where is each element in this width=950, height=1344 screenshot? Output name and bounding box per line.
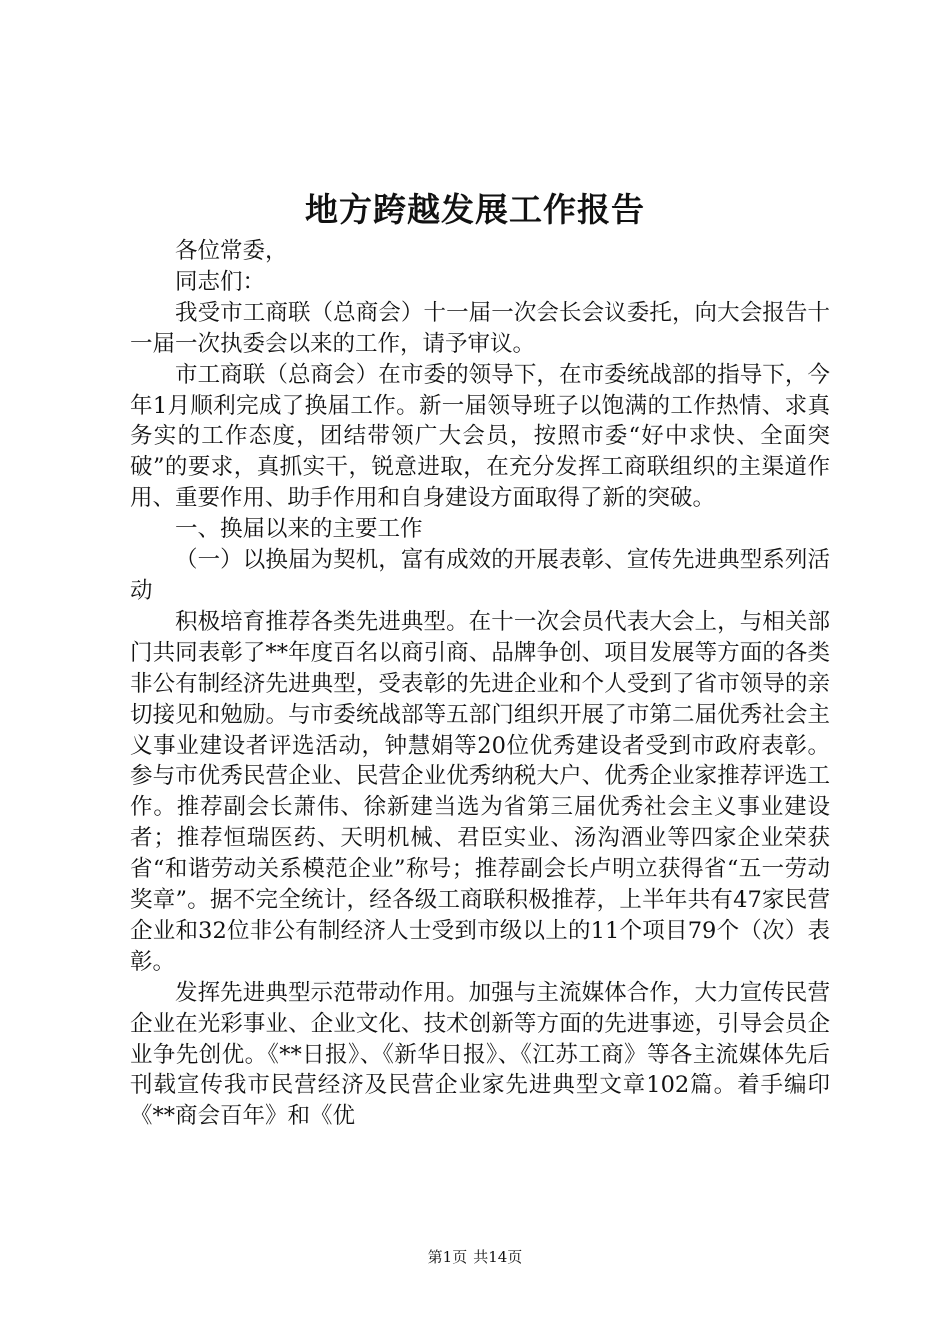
salutation-paragraph: 同志们： [175, 268, 266, 295]
document-body [130, 236, 830, 1132]
body-paragraph: 积极培育推荐各类先进典型。在十一次会员代表大会上，与相关部门共同表彰了**年度百名以商引商、品牌争创、项目发展等方面的各类非公有制经济先进典型，受表彰的先进企业和个人受到了省市领导的亲切接见和勉励。与市委统战部等五部门组织开展了市第二届优秀社会主义事业建设者评选活动，钟慧娟等20位优秀建设者受到市政府表彰。参与市优秀民营企业、民营企业优秀纳税大户、优秀企业家推荐评选工作。推荐副会长萧伟、徐新建当选为省第三届优秀社会主义事业建设者；推荐恒瑞医药、天明机械、君臣实业、汤沟酒业等四家企业荣获省“和谐劳动关系模范企业”称号；推荐副会长卢明立获得省“五一劳动奖章”。据不完全统计，经各级工商联积极推荐，上半年共有47家民营企业和32位非公有制经济人士受到市级以上的11个项目79个（次）表彰。 [130, 608, 830, 975]
body-paragraph: 发挥先进典型示范带动作用。加强与主流媒体合作，大力宣传民营企业在光彩事业、企业文化、技术创新等方面的先进事迹，引导会员企业争先创优。《**日报》、《新华日报》、《江苏工商》等各主流媒体先后刊载宣传我市民营经济及民营企业家先进典型文章102篇。着手编印《**商会百年》和《优 [130, 979, 830, 1130]
page-total: 共14页 [473, 1248, 523, 1266]
body-paragraph: 我受市工商联（总商会）十一届一次会长会议委托，向大会报告十一届一次执委会以来的工作，请予审议。 [130, 299, 830, 357]
body-paragraph: 市工商联（总商会）在市委的领导下，在市委统战部的指导下，今年1月顺利完成了换届工作。新一届领导班子以饱满的工作热情、求真务实的工作态度，团结带领广大会员，按照市委“好中求快、全面突破”的要求，真抓实干，锐意进取，在充分发挥工商联组织的主渠道作用、重要作用、助手作用和自身建设方面取得了新的突破。 [130, 361, 830, 512]
page-footer [0, 1246, 950, 1267]
document-title: 地方跨越发展工作报告 [305, 190, 645, 229]
page-number: 第1页 [427, 1248, 468, 1266]
section-heading: 一、换届以来的主要工作 [175, 516, 423, 543]
salutation-paragraph: 各位常委， [175, 238, 288, 264]
subsection-heading: （一）以换届为契机，富有成效的开展表彰、宣传先进典型系列活动 [130, 547, 830, 604]
